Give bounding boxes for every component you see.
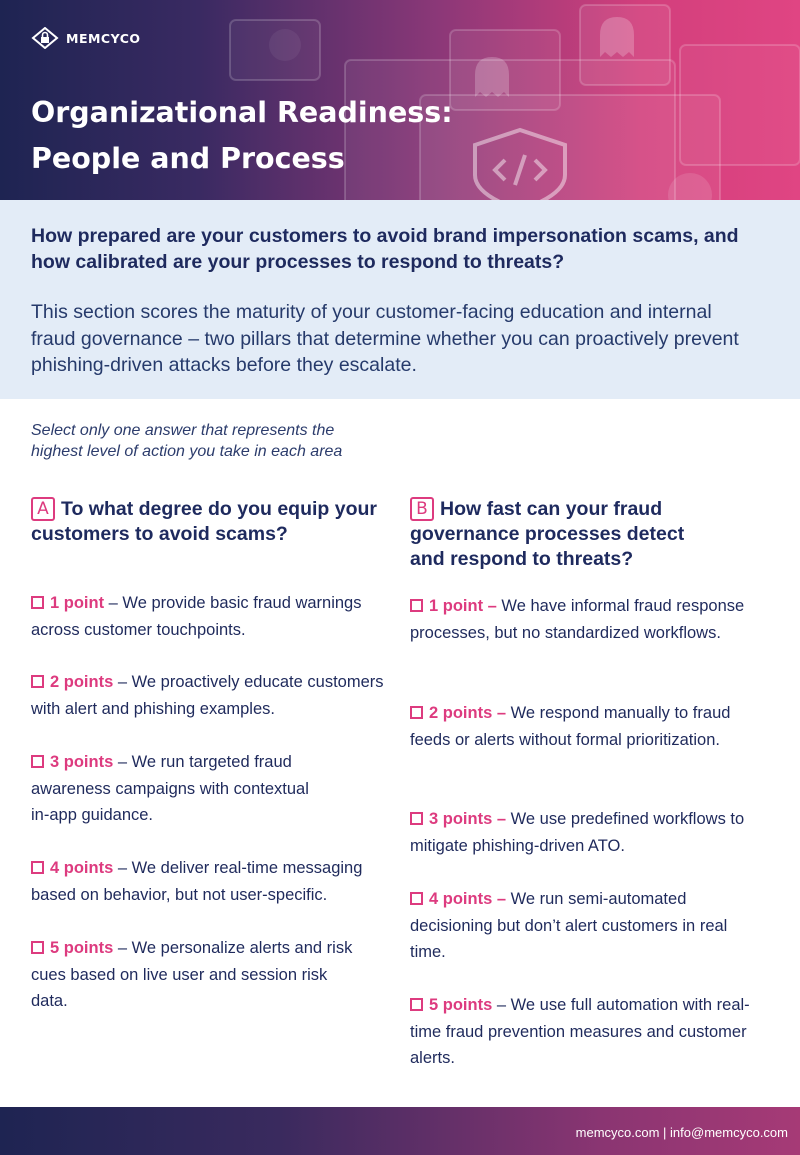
hero-banner	[0, 0, 800, 200]
title-line-2: People and Process	[31, 142, 345, 175]
option-a-2[interactable]	[31, 669, 401, 722]
option-points: 5 points	[429, 996, 493, 1014]
option-b-5[interactable]	[410, 992, 755, 1072]
checkbox-icon[interactable]	[31, 596, 44, 609]
option-a-3[interactable]	[31, 749, 331, 829]
page-title	[31, 90, 551, 182]
option-text: We respond manually to fraud feeds or alerts without formal prioritization.	[410, 704, 731, 749]
option-text: – We run targeted fraud awareness campaigns with contextual in-app guidance.	[31, 753, 309, 824]
option-text: We have informal fraud response processes, but no standardized workflows.	[410, 597, 745, 642]
checkbox-icon[interactable]	[31, 861, 44, 874]
question-b	[410, 497, 770, 1067]
badge-a: A	[31, 497, 55, 521]
lock-shield-icon	[31, 27, 59, 49]
checkbox-icon[interactable]	[410, 812, 423, 825]
option-text: We use predefined workflows to mitigate phishing-driven ATO.	[410, 810, 745, 855]
instruction-text	[31, 420, 411, 462]
checkbox-icon[interactable]	[410, 998, 423, 1011]
option-points: 4 points	[50, 859, 114, 877]
option-a-4[interactable]	[31, 855, 401, 908]
intro-panel	[0, 200, 800, 399]
question-a-heading	[31, 497, 391, 547]
question-a	[31, 497, 391, 1010]
option-text: We run semi-automated decisioning but don’t alert customers in real time.	[410, 890, 728, 961]
option-b-2[interactable]	[410, 700, 755, 753]
option-text: – We deliver real-time messaging based on behavior, but not user-specific.	[31, 859, 363, 904]
intro-lead: How prepared are your customers to avoid brand impersonation scams, and how calibrated are your processes to respond to threats?	[31, 225, 739, 273]
option-points: 1 point	[50, 594, 105, 612]
option-text: – We use full automation with real-time fraud prevention measures and customer alerts.	[410, 996, 750, 1067]
footer-bar	[0, 1107, 800, 1155]
option-text: – We proactively educate customers with alert and phishing examples.	[31, 673, 384, 718]
option-b-4[interactable]	[410, 886, 745, 966]
option-points: 2 points	[50, 673, 114, 691]
question-b-heading	[410, 497, 770, 572]
checkbox-icon[interactable]	[410, 892, 423, 905]
option-a-5[interactable]	[31, 935, 361, 1015]
option-a-1[interactable]	[31, 590, 401, 643]
checkbox-icon[interactable]	[410, 706, 423, 719]
brand-logo	[31, 27, 141, 49]
instruction-line-1: Select only one answer that represents the	[31, 422, 335, 439]
checkbox-icon[interactable]	[31, 755, 44, 768]
option-points: 2 points –	[429, 704, 507, 722]
option-points: 4 points –	[429, 890, 507, 908]
option-points: 5 points	[50, 939, 114, 957]
option-b-1[interactable]	[410, 593, 755, 646]
option-b-3[interactable]	[410, 806, 755, 859]
option-text: – We provide basic fraud warnings across customer touchpoints.	[31, 594, 362, 639]
footer-contact-link[interactable]: memcyco.com | info@memcyco.com	[575, 1125, 788, 1140]
title-line-1: Organizational Readiness:	[31, 96, 453, 129]
intro-body: This section scores the maturity of your customer-facing education and internal fraud governance – two pillars that determine whether you can proactively prevent phishing-driven attacks before they escalate.	[31, 301, 739, 376]
question-b-title: How fast can your fraud governance processes detect and respond to threats?	[410, 498, 685, 570]
checkbox-icon[interactable]	[31, 941, 44, 954]
instruction-line-2: highest level of action you take in each area	[31, 443, 343, 460]
checkbox-icon[interactable]	[31, 675, 44, 688]
option-points: 3 points –	[429, 810, 507, 828]
badge-b: B	[410, 497, 434, 521]
question-a-title: To what degree do you equip your customers to avoid scams?	[31, 498, 377, 545]
option-points: 1 point –	[429, 597, 497, 615]
option-text: – We personalize alerts and risk cues based on live user and session risk data.	[31, 939, 353, 1010]
checkbox-icon[interactable]	[410, 599, 423, 612]
brand-name: MEMCYCO	[66, 30, 141, 46]
option-points: 3 points	[50, 753, 114, 771]
